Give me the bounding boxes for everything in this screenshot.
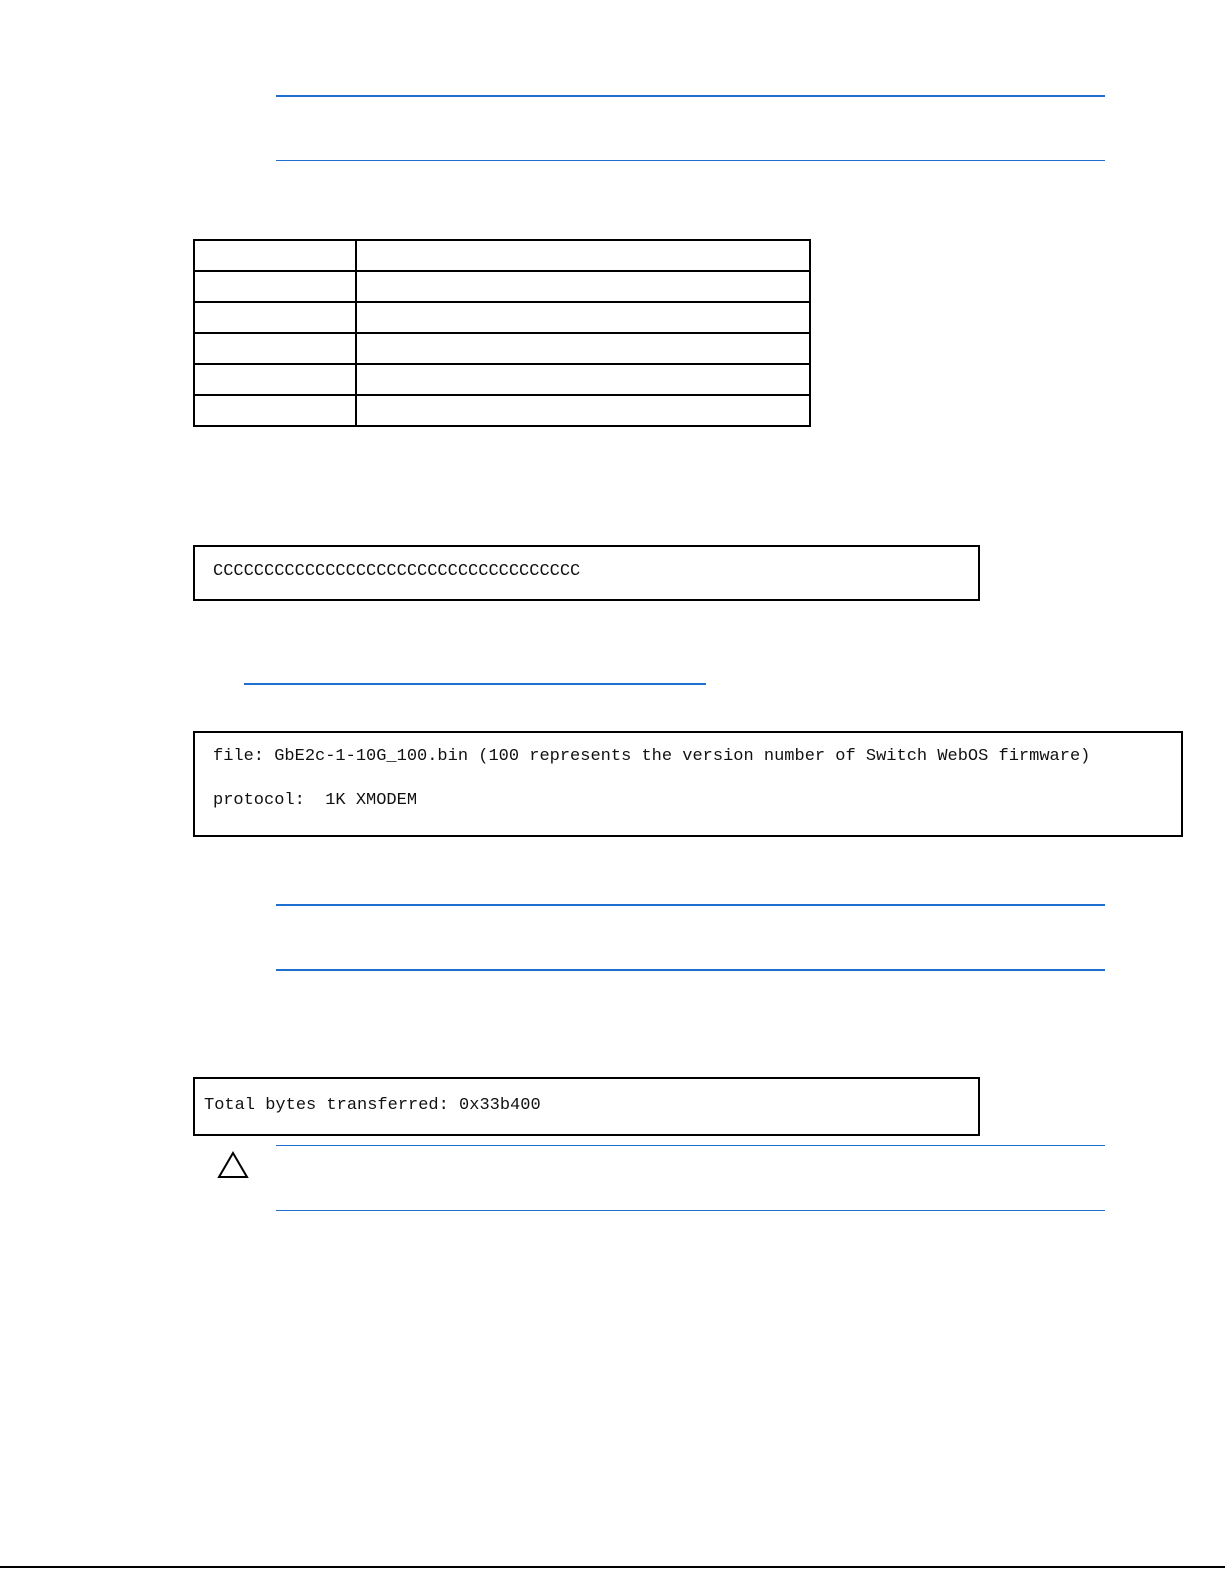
protocol-line: protocol: 1K XMODEM xyxy=(213,791,418,810)
table-row xyxy=(194,271,810,302)
table-cell xyxy=(194,364,356,395)
table-cell xyxy=(356,302,810,333)
table-cell xyxy=(194,302,356,333)
table-cell xyxy=(356,240,810,271)
caution-bottom-rule xyxy=(276,1210,1105,1211)
page-bottom-rule xyxy=(0,1566,1225,1568)
table-cell xyxy=(194,271,356,302)
note-bottom-rule xyxy=(276,160,1105,161)
caution-triangle-icon xyxy=(217,1151,249,1179)
table-row xyxy=(194,395,810,426)
note-top-rule xyxy=(276,904,1105,906)
table-row xyxy=(194,240,810,271)
caution-top-rule xyxy=(276,1145,1105,1146)
transfer-result-box xyxy=(193,1077,980,1136)
table-row xyxy=(194,364,810,395)
terminal-output-text: CCCCCCCCCCCCCCCCCCCCCCCCCCCCCCCCCCCC xyxy=(213,562,581,581)
table-cell xyxy=(194,240,356,271)
table-cell xyxy=(356,364,810,395)
file-protocol-box xyxy=(193,731,1183,837)
table-row xyxy=(194,333,810,364)
file-line: file: GbE2c-1-10G_100.bin (100 represents the version number of Switch WebOS firmware) xyxy=(213,747,1091,766)
table-cell xyxy=(194,333,356,364)
table-cell xyxy=(356,271,810,302)
table-cell xyxy=(194,395,356,426)
table-cell xyxy=(356,333,810,364)
note-top-rule xyxy=(276,95,1105,97)
settings-table xyxy=(193,239,811,427)
table-cell xyxy=(356,395,810,426)
transfer-line: Total bytes transferred: 0x33b400 xyxy=(204,1096,541,1115)
link-underline[interactable] xyxy=(244,683,706,685)
table-row xyxy=(194,302,810,333)
terminal-output-box xyxy=(193,545,980,601)
note-bottom-rule xyxy=(276,969,1105,971)
